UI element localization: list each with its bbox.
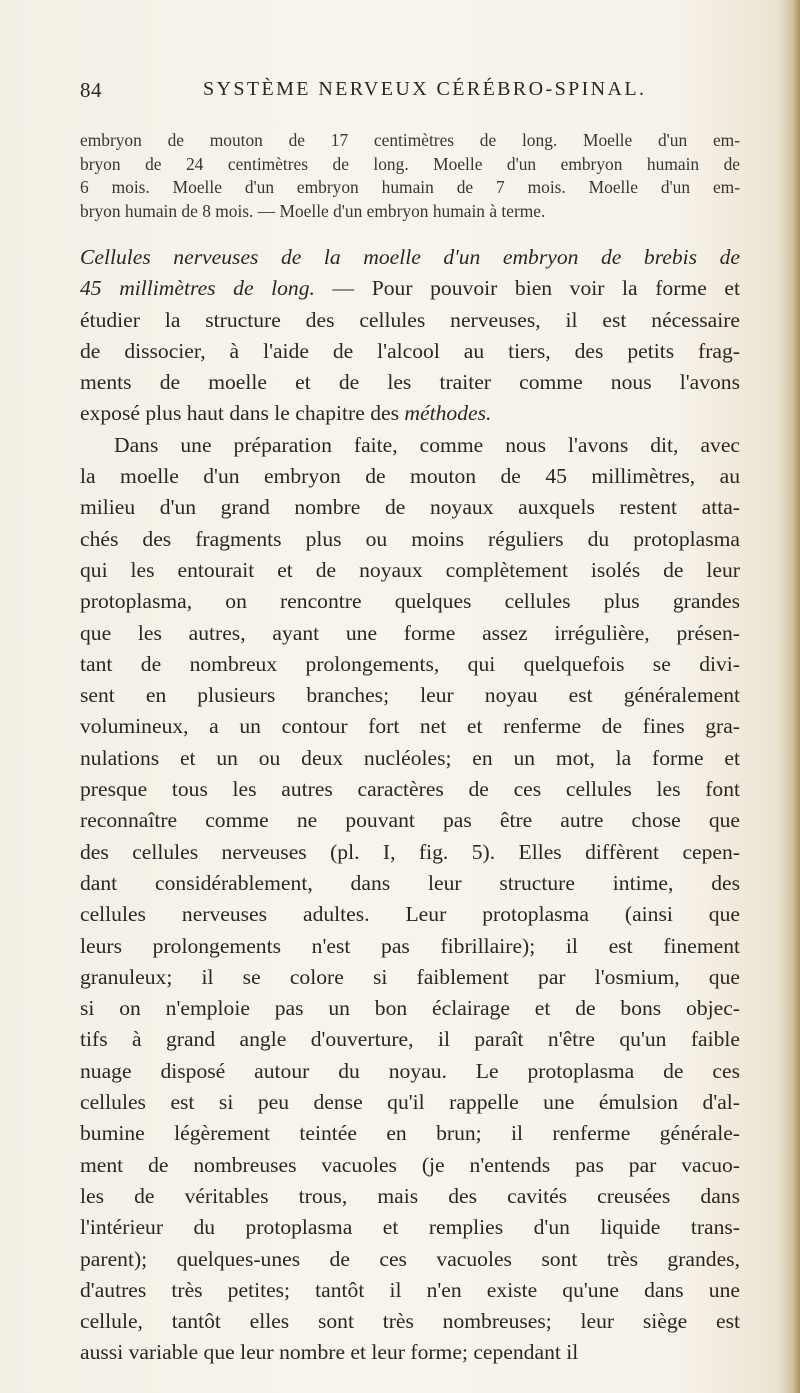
paragraph-line: aussi variable que leur nombre et leur forme; cependant il — [80, 1340, 579, 1365]
body-line: étudier la structure des cellules nerveuses, il est nécessaire — [80, 307, 740, 332]
paragraph-line: sent en plusieurs branches; leur noyau est généralement — [80, 683, 740, 708]
paragraph-line: ment de nombreuses vacuoles (je n'entends pas par vacuo- — [80, 1152, 740, 1177]
paragraph-line: qui les entourait et de noyaux complètement isolés de leur — [80, 557, 740, 582]
paragraph-line: tant de nombreux prolongements, qui quelquefois se divi- — [80, 651, 740, 676]
paragraph-line: bumine légèrement teintée en brun; il renferme générale- — [80, 1121, 740, 1146]
section-heading: Cellules nerveuses de la moelle d'un embryon de brebis de — [80, 245, 740, 269]
main-text — [80, 242, 740, 1369]
paragraph-line: tifs à grand angle d'ouverture, il paraît n'être qu'un faible — [80, 1027, 740, 1052]
body-line: de dissocier, à l'aide de l'alcool au tiers, des petits frag- — [80, 338, 740, 363]
paragraph-line: Dans une préparation faite, comme nous l'avons dit, avec — [114, 432, 740, 457]
section-heading-continuation — [80, 273, 740, 304]
paragraph-line: presque tous les autres caractères de ces cellules les font — [80, 777, 740, 802]
small-print-line: embryon de mouton de 17 centimètres de long. Moelle d'un em- — [80, 130, 740, 150]
paragraph-line: que les autres, ayant une forme assez irrégulière, présen- — [80, 620, 740, 645]
running-title: SYSTÈME NERVEUX CÉRÉBRO-SPINAL. — [203, 78, 647, 100]
small-print-line: bryon de 24 centimètres de long. Moelle d'un embryon humain de — [80, 153, 740, 174]
paragraph-line: protoplasma, on rencontre quelques cellules plus grandes — [80, 589, 740, 614]
paragraph-line: nuage disposé autour du noyau. Le protoplasma de ces — [80, 1058, 740, 1083]
exposed-text: exposé plus haut dans le chapitre des — [80, 401, 405, 426]
paragraph-line: si on n'emploie pas un bon éclairage et de bons objec- — [80, 996, 740, 1021]
body-line — [80, 398, 740, 429]
paragraph-line: volumineux, a un contour fort net et renferme de fines gra- — [80, 714, 740, 739]
paragraph-line: leurs prolongements n'est pas fibrillaire); il est finement — [80, 933, 740, 958]
paragraph-line: des cellules nerveuses (pl. I, fig. 5). Elles diffèrent cepen- — [80, 839, 740, 864]
small-print-line: 6 mois. Moelle d'un embryon humain de 7 mois. Moelle d'un em- — [80, 177, 740, 198]
paragraph-line: dant considérablement, dans leur structure intime, des — [80, 870, 740, 895]
paragraph-line: chés des fragments plus ou moins réguliers du protoplasma — [80, 526, 740, 551]
paragraph-line: nulations et un ou deux nucléoles; en un mot, la forme et — [80, 745, 740, 770]
section-heading-italic: 45 millimètres de long. — [80, 276, 315, 301]
paragraph-line: reconnaître comme ne pouvant pas être autre chose que — [80, 808, 740, 833]
paragraph-line: granuleux; il se colore si faiblement par l'osmium, que — [80, 964, 740, 989]
small-print-line: bryon humain de 8 mois. — Moelle d'un embryon humain à terme. — [80, 200, 546, 221]
body-line: ments de moelle et de les traiter comme nous l'avons — [80, 370, 740, 395]
paragraph-line: cellule, tantôt elles sont très nombreuses; leur siège est — [80, 1309, 740, 1334]
paragraph-line: d'autres très petites; tantôt il n'en existe qu'une dans une — [80, 1277, 740, 1302]
page-edge-shadow — [786, 0, 800, 1393]
methods-reference: méthodes. — [404, 401, 492, 426]
paragraph-line: cellules est si peu dense qu'il rappelle une émulsion d'al- — [80, 1090, 740, 1115]
section-heading-rest: — Pour pouvoir bien voir la forme et — [314, 276, 740, 301]
paragraph-line: cellules nerveuses adultes. Leur protoplasma (ainsi que — [80, 902, 740, 927]
paragraph-line: les de véritables trous, mais des cavités creusées dans — [80, 1183, 740, 1208]
small-print-paragraph — [80, 129, 740, 223]
page-header — [80, 78, 740, 108]
paragraph-line: la moelle d'un embryon de mouton de 45 millimètres, au — [80, 464, 740, 489]
page-number: 84 — [80, 78, 102, 102]
paragraph-line: l'intérieur du protoplasma et remplies d'un liquide trans- — [80, 1215, 740, 1240]
paragraph-line: milieu d'un grand nombre de noyaux auxquels restent atta- — [80, 495, 740, 520]
paragraph-line: parent); quelques-unes de ces vacuoles sont très grandes, — [80, 1246, 740, 1271]
